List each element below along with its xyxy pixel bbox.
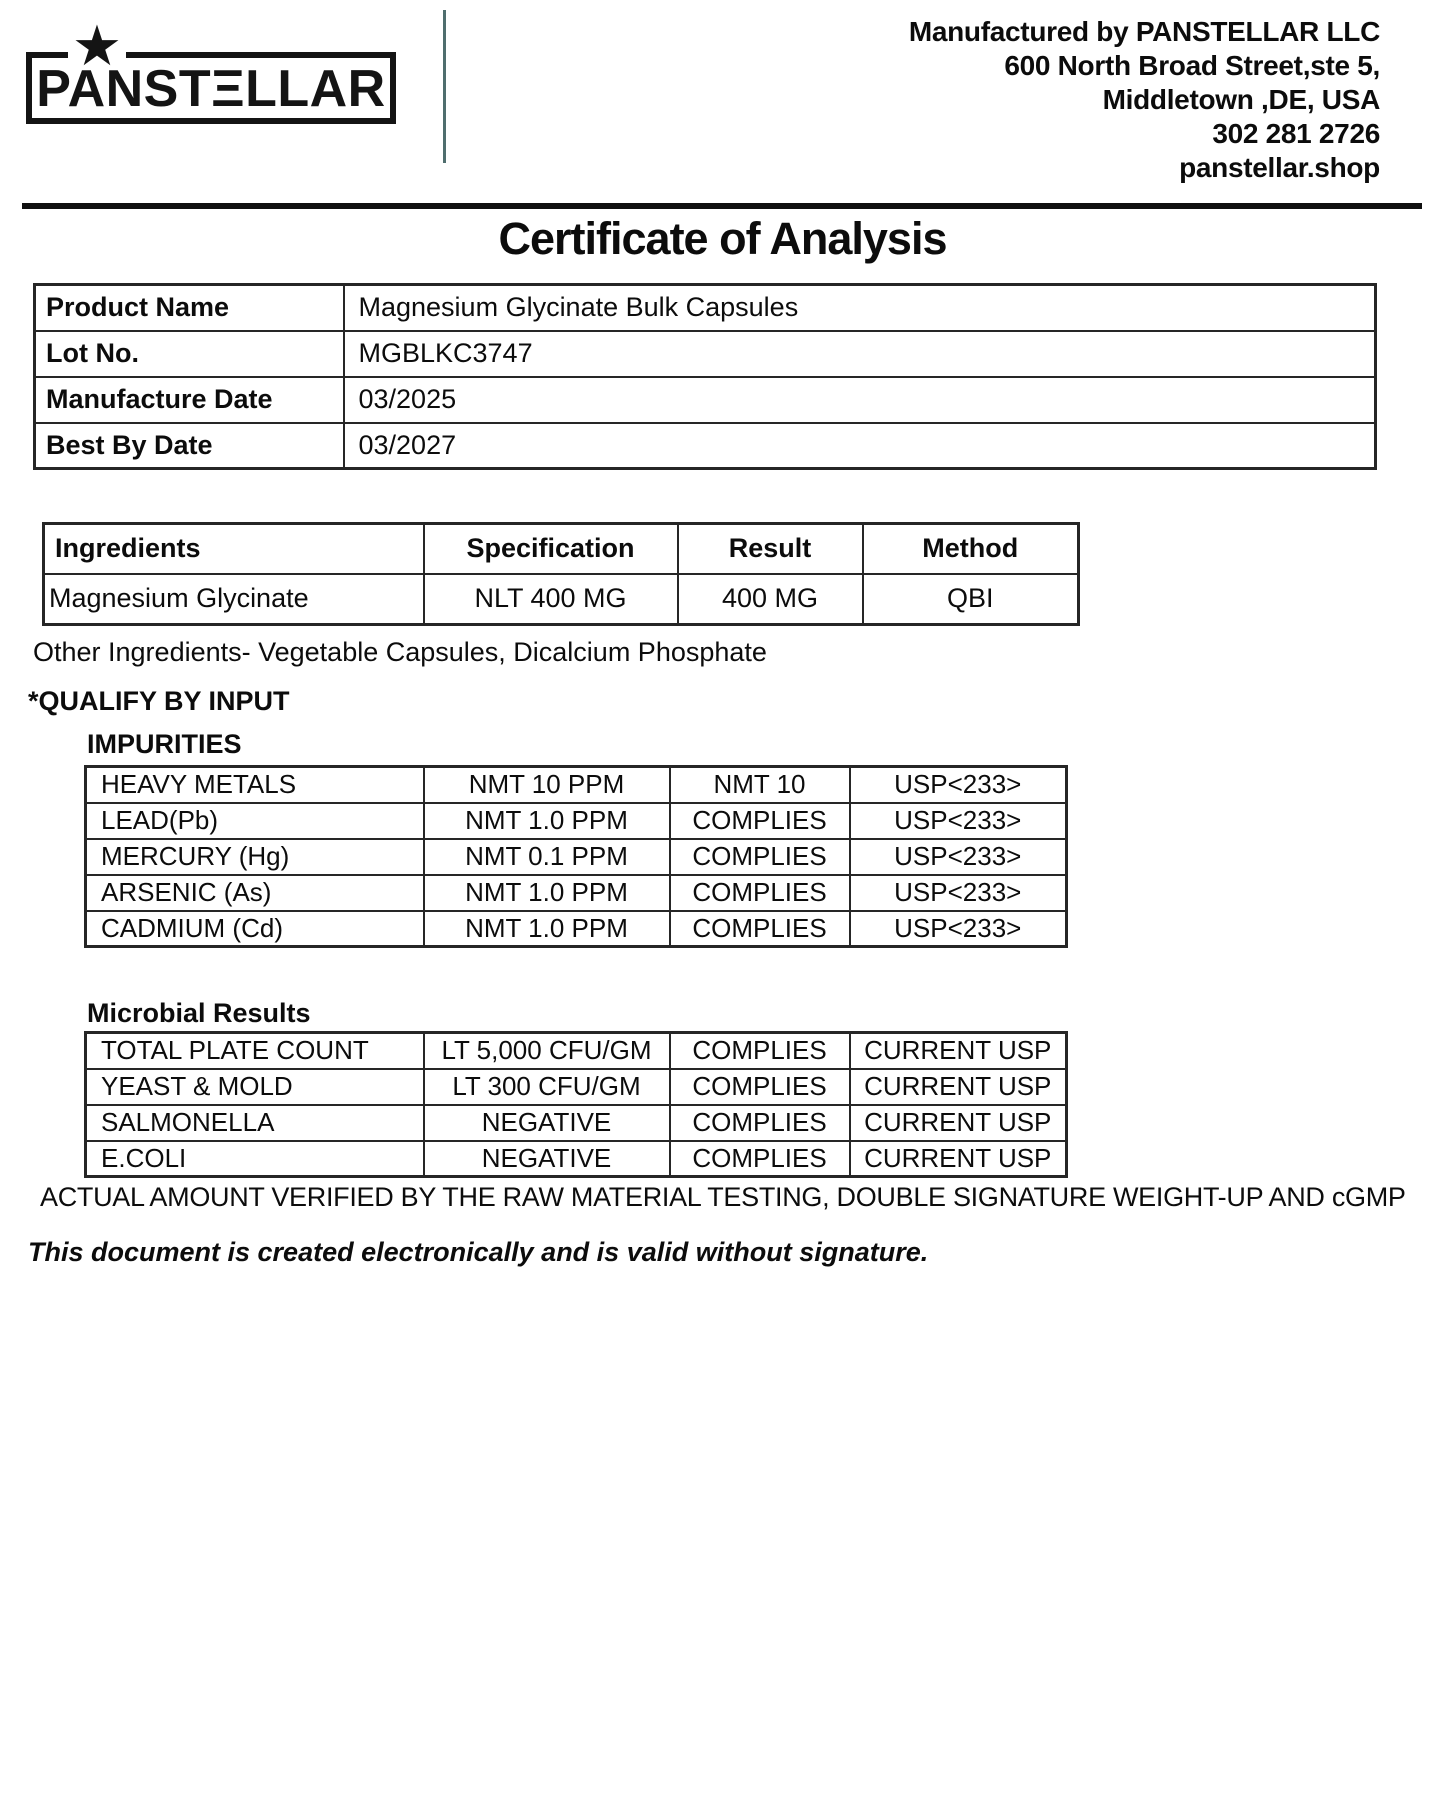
manufacturer-address — [909, 15, 1380, 185]
address-line: Middletown ,DE, USA — [1102, 84, 1380, 115]
address-line: panstellar.shop — [1179, 152, 1380, 183]
col-header-result: Result — [678, 524, 863, 574]
table-cell: 03/2025 — [344, 377, 1376, 423]
table-cell: NLT 400 MG — [424, 574, 678, 625]
table-cell: NMT 1.0 PPM — [424, 803, 670, 839]
table-cell: YEAST & MOLD — [86, 1069, 424, 1105]
table-cell: 400 MG — [678, 574, 863, 625]
address-line: 600 North Broad Street,ste 5, — [1004, 50, 1380, 81]
table-row — [35, 377, 1376, 423]
table-cell: NMT 10 PPM — [424, 767, 670, 803]
table-cell: LEAD(Pb) — [86, 803, 424, 839]
table-cell: LT 300 CFU/GM — [424, 1069, 670, 1105]
page-title: Certificate of Analysis — [498, 213, 947, 264]
table-cell: COMPLIES — [670, 1141, 850, 1177]
table-header-row — [44, 524, 1079, 574]
table-cell: USP<233> — [850, 839, 1067, 875]
table-cell: Magnesium Glycinate — [44, 574, 424, 625]
table-row — [86, 911, 1067, 947]
table-cell: MGBLKC3747 — [344, 331, 1376, 377]
ingredients-table — [42, 522, 1080, 626]
table-cell: CURRENT USP — [850, 1069, 1067, 1105]
table-cell: SALMONELLA — [86, 1105, 424, 1141]
table-cell: LT 5,000 CFU/GM — [424, 1033, 670, 1069]
table-cell: Product Name — [35, 285, 344, 331]
header-divider — [443, 10, 446, 163]
table-cell: COMPLIES — [670, 875, 850, 911]
table-row — [35, 331, 1376, 377]
table-row — [35, 423, 1376, 469]
table-row — [44, 574, 1079, 625]
table-cell: COMPLIES — [670, 803, 850, 839]
table-row — [35, 285, 1376, 331]
table-row — [86, 1033, 1067, 1069]
table-cell: Manufacture Date — [35, 377, 344, 423]
table-cell: TOTAL PLATE COUNT — [86, 1033, 424, 1069]
address-line: Manufactured by PANSTELLAR LLC — [908, 16, 1380, 47]
verification-statement: ACTUAL AMOUNT VERIFIED BY THE RAW MATERIAL TESTING, DOUBLE SIGNATURE WEIGHT-UP AND cGMP — [40, 1182, 1406, 1212]
col-header-ingredients: Ingredients — [44, 524, 424, 574]
table-cell: USP<233> — [850, 767, 1067, 803]
table-cell: USP<233> — [850, 875, 1067, 911]
table-cell: CURRENT USP — [850, 1141, 1067, 1177]
microbial-results-table — [84, 1031, 1068, 1178]
table-cell: QBI — [863, 574, 1079, 625]
table-row — [86, 875, 1067, 911]
logo-wordmark: PANSTΞLLAR — [36, 60, 386, 118]
impurities-heading: IMPURITIES — [87, 729, 242, 759]
microbial-results-heading: Microbial Results — [87, 998, 311, 1028]
col-header-specification: Specification — [424, 524, 678, 574]
product-info-table — [33, 283, 1377, 470]
table-cell: COMPLIES — [670, 1033, 850, 1069]
table-cell: NMT 1.0 PPM — [424, 875, 670, 911]
table-cell: USP<233> — [850, 911, 1067, 947]
table-row — [86, 1105, 1067, 1141]
other-ingredients-note: Other Ingredients- Vegetable Capsules, Dicalcium Phosphate — [33, 637, 767, 667]
table-row — [86, 767, 1067, 803]
electronic-signature-note: This document is created electronically and is valid without signature. — [28, 1237, 929, 1267]
table-cell: COMPLIES — [670, 839, 850, 875]
qualify-by-input-note: *QUALIFY BY INPUT — [28, 686, 290, 716]
col-header-method: Method — [863, 524, 1079, 574]
table-cell: HEAVY METALS — [86, 767, 424, 803]
table-cell: COMPLIES — [670, 911, 850, 947]
table-cell: USP<233> — [850, 803, 1067, 839]
table-cell: COMPLIES — [670, 1069, 850, 1105]
table-cell: MERCURY (Hg) — [86, 839, 424, 875]
table-cell: CADMIUM (Cd) — [86, 911, 424, 947]
table-cell: NEGATIVE — [424, 1105, 670, 1141]
table-row — [86, 803, 1067, 839]
table-cell: Magnesium Glycinate Bulk Capsules — [344, 285, 1376, 331]
table-cell: CURRENT USP — [850, 1033, 1067, 1069]
impurities-table — [84, 765, 1068, 948]
table-cell: NMT 10 — [670, 767, 850, 803]
table-cell: 03/2027 — [344, 423, 1376, 469]
table-row — [86, 839, 1067, 875]
star-icon: ★ — [68, 18, 126, 58]
table-cell: NMT 0.1 PPM — [424, 839, 670, 875]
table-cell: NEGATIVE — [424, 1141, 670, 1177]
table-cell: Lot No. — [35, 331, 344, 377]
table-cell: COMPLIES — [670, 1105, 850, 1141]
table-cell: CURRENT USP — [850, 1105, 1067, 1141]
address-line: 302 281 2726 — [1212, 118, 1380, 149]
header-rule — [22, 203, 1422, 209]
table-cell: E.COLI — [86, 1141, 424, 1177]
table-row — [86, 1141, 1067, 1177]
table-cell: NMT 1.0 PPM — [424, 911, 670, 947]
table-cell: ARSENIC (As) — [86, 875, 424, 911]
table-row — [86, 1069, 1067, 1105]
table-cell: Best By Date — [35, 423, 344, 469]
